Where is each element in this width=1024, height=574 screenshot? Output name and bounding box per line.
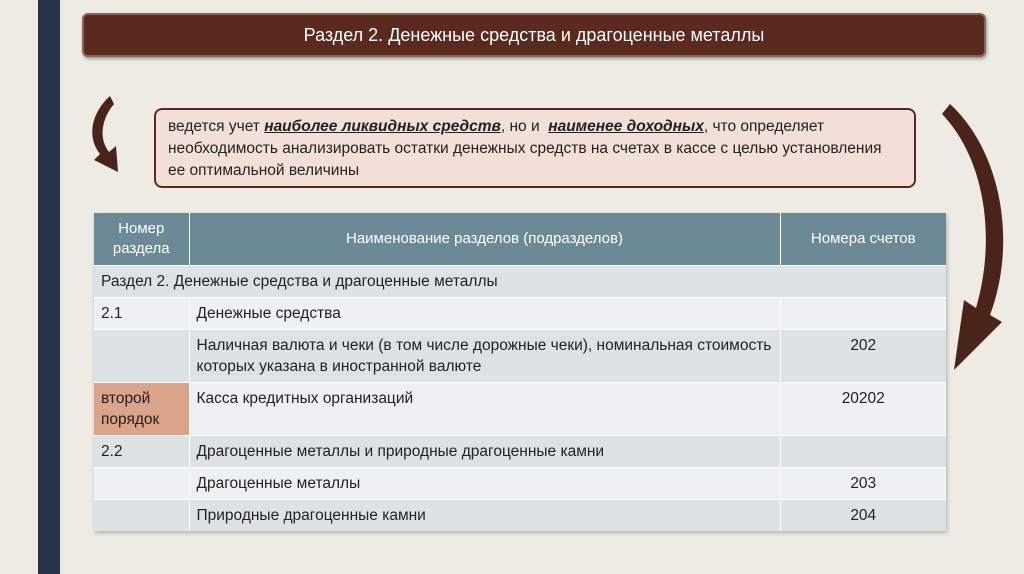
- table-row: [94, 330, 946, 383]
- header-section-number: Номер раздела: [94, 213, 189, 266]
- row-account-cell: [780, 298, 946, 330]
- table-row: [94, 468, 946, 500]
- row-account-cell: 203: [780, 468, 946, 500]
- row-number-cell: [94, 330, 189, 383]
- row-name-cell: Природные драгоценные камни: [189, 500, 780, 532]
- left-accent-bar: [38, 0, 60, 574]
- row-name-cell: Касса кредитных организаций: [189, 383, 780, 436]
- table-section-row: [94, 266, 946, 298]
- table-header-row: [94, 213, 946, 266]
- table-row: [94, 436, 946, 468]
- row-name-cell: Денежные средства: [189, 298, 780, 330]
- section-title-cell: Раздел 2. Денежные средства и драгоценные металлы: [94, 266, 946, 298]
- callout-emph-income: наименее доходных: [548, 118, 704, 135]
- row-account-cell: 20202: [780, 383, 946, 436]
- header-section-name: Наименование разделов (подразделов): [189, 213, 780, 266]
- row-account-cell: 202: [780, 330, 946, 383]
- row-account-cell: [780, 436, 946, 468]
- table-row: [94, 383, 946, 436]
- slide-title: [82, 13, 986, 57]
- title-rest: Денежные средства и драгоценные металлы: [383, 24, 765, 45]
- callout-emph-liquid: наиболее ликвидных средств: [264, 118, 501, 135]
- callout-text-1: ведется учет: [168, 118, 265, 135]
- row-name-cell: Драгоценные металлы и природные драгоценные камни: [189, 436, 780, 468]
- callout-text-3: , что определяет необходимость анализировать остатки денежных средств на счетах в кассе с целью установления ее оптимальной величины: [168, 118, 882, 179]
- row-number-cell: [94, 500, 189, 532]
- row-number-cell: [94, 468, 189, 500]
- callout-text-2: , но и: [500, 118, 549, 135]
- table-row: [94, 500, 946, 532]
- table-row: [94, 298, 946, 330]
- row-number-cell: 2.2: [94, 436, 189, 468]
- row-number-cell-highlight: второй порядок: [94, 383, 189, 436]
- accounts-table: [94, 213, 946, 531]
- row-account-cell: 204: [780, 500, 946, 532]
- row-name-cell: Наличная валюта и чеки (в том числе дорожные чеки), номинальная стоимость которых указана в иностранной валюте: [189, 330, 780, 383]
- curved-arrow-left-icon: [82, 92, 142, 178]
- row-number-cell: 2.1: [94, 298, 189, 330]
- header-account-numbers: Номера счетов: [780, 213, 946, 266]
- callout-box: [154, 108, 916, 188]
- row-name-cell: Драгоценные металлы: [189, 468, 780, 500]
- title-prefix: Раздел 2.: [303, 24, 384, 45]
